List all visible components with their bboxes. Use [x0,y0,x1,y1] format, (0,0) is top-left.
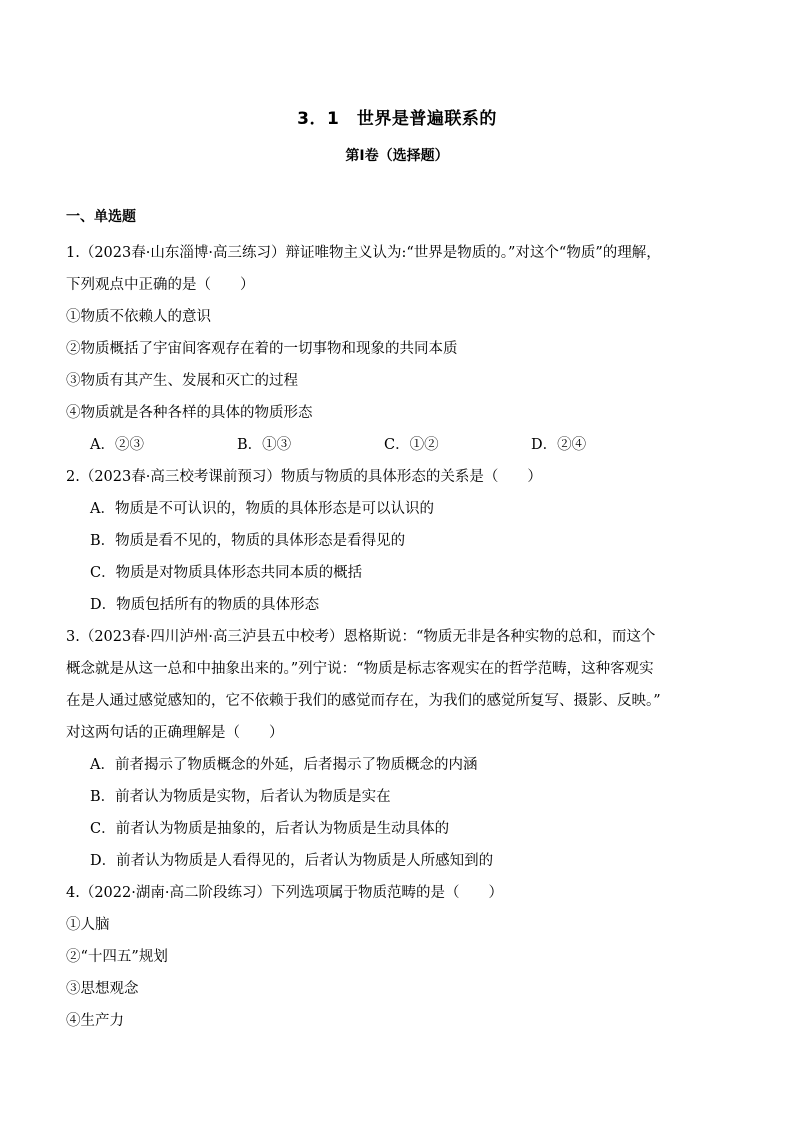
q4-statement-1: ①人脑 [66,917,110,933]
q1-statement-3: ③物质有其产生、发展和灭亡的过程 [66,373,298,389]
q2-option-c: C．物质是对物质具体形态共同本质的概括 [90,565,363,581]
q3-stem-line-4: 对这两句话的正确理解是（ ） [66,725,284,741]
q3-stem-line-1: 3.（2023春·四川泸州·高三泸县五中校考）恩格斯说：“物质无非是各种实物的总和，而这个 [66,629,656,645]
q1-statement-1: ①物质不依赖人的意识 [66,309,211,325]
q3-stem-line-3: 在是人通过感觉感知的，它不依赖于我们的感觉而存在，为我们的感觉所复写、摄影、反映。” [66,693,661,709]
q1-option-a: A．②③ [90,437,144,453]
q2-stem: 2.（2023春·高三校考课前预习）物质与物质的具体形态的关系是（ ） [66,469,542,485]
q1-options [66,429,730,461]
q3-stem-line-2: 概念就是从这一总和中抽象出来的。”列宁说：“物质是标志客观实在的哲学范畴，这种客观实 [66,661,654,677]
q1-stem-line-1: 1.（2023春·山东淄博·高三练习）辩证唯物主义认为:“世界是物质的。”对这个“物质”的理解， [66,245,661,261]
q3-option-b: B．前者认为物质是实物，后者认为物质是实在 [90,789,391,805]
q1-option-b: B．①③ [237,437,292,453]
q4-statement-3: ③思想观念 [66,981,139,997]
q4-stem: 4.（2022·湖南·高二阶段练习）下列选项属于物质范畴的是（ ） [66,885,503,901]
page-title: 3．1 世界是普遍联系的 [297,109,497,129]
q1-statement-2: ②物质概括了宇宙间客观存在着的一切事物和现象的共同本质 [66,341,458,357]
q3-option-d: D．前者认为物质是人看得见的，后者认为物质是人所感知到的 [90,853,494,869]
q1-statement-4: ④物质就是各种各样的具体的物质形态 [66,405,313,421]
q1-option-d: D．②④ [531,437,587,453]
page-subtitle: 第I卷（选择题） [345,148,449,164]
q2-option-a: A．物质是不可认识的，物质的具体形态是可以认识的 [90,501,434,517]
q2-option-d: D．物质包括所有的物质的具体形态 [90,597,320,613]
q1-option-c: C．①② [384,437,439,453]
q1-stem-line-2: 下列观点中正确的是（ ） [66,277,255,293]
q4-statement-4: ④生产力 [66,1013,124,1029]
q4-statement-2: ②“十四五”规划 [66,949,168,965]
q3-option-a: A．前者揭示了物质概念的外延，后者揭示了物质概念的内涵 [90,757,478,773]
q2-option-b: B．物质是看不见的，物质的具体形态是看得见的 [90,533,406,549]
question-list [66,237,730,1037]
q3-option-c: C．前者认为物质是抽象的，后者认为物质是生动具体的 [90,821,450,837]
section-heading: 一、单选题 [66,209,136,225]
